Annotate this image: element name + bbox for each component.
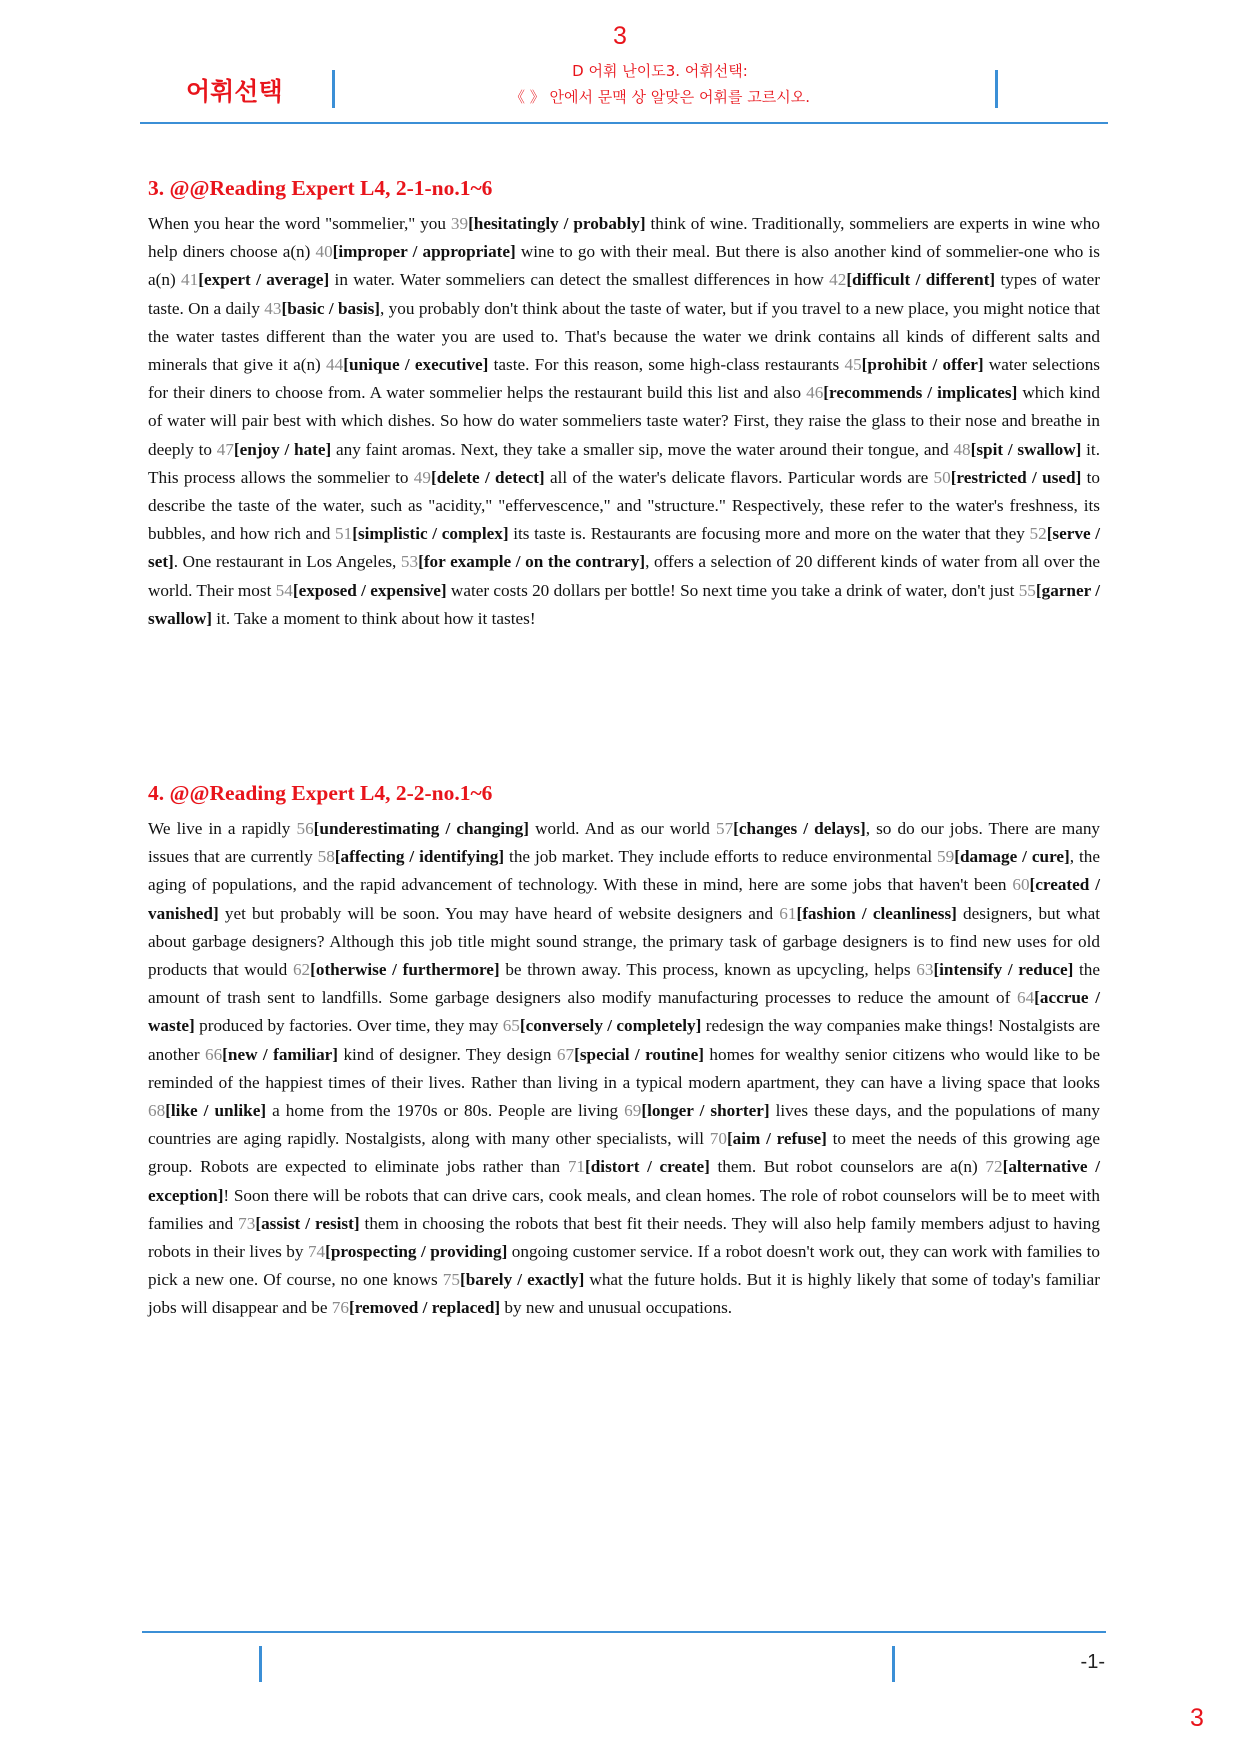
question-number: 49 [413, 467, 431, 487]
passage-segment: them in choosing the robots that best fit their needs. They will also help family members adjust to having robots in their lives by [148, 1213, 1100, 1262]
header-subtitle-line1: D 어휘 난이도3. 어휘선택: [572, 62, 748, 80]
passage-segment: kind of designer. They design [338, 1044, 557, 1064]
passage-text [148, 815, 1100, 1323]
section-3 [148, 176, 1100, 633]
question-number: 41 [181, 270, 199, 290]
passage-segment: produced by factories. Over time, they may [194, 1016, 503, 1036]
passage-segment: all of the water's delicate flavors. Particular words are [544, 467, 934, 487]
passage-segment: , the aging of populations, and the rapid advancement of technology. With these in mind, here are some jobs that haven't been [148, 847, 1100, 895]
vocab-choice: [new / familiar] [222, 1044, 339, 1064]
passage-segment: think of wine. Traditionally, sommeliers are experts in wine who help diners choose a(n) [148, 214, 1100, 262]
question-number: 60 [1012, 875, 1030, 895]
question-number: 73 [238, 1213, 256, 1233]
question-number: 47 [216, 439, 234, 459]
header-subtitle-line2: 《 》 안에서 문맥 상 알맞은 어휘를 고르시오. [510, 88, 810, 106]
footer-page-label: -1- [1080, 1651, 1105, 1673]
vocab-choice: [affecting / identifying] [334, 847, 505, 867]
vocab-choice: [recommends / implicates] [823, 383, 1018, 403]
passage-segment: world. And as our world [528, 819, 716, 838]
question-number: 66 [204, 1044, 223, 1064]
question-number: 39 [450, 214, 469, 233]
vocab-choice: [fashion / cleanliness] [796, 903, 957, 923]
section-title: 3. @@Reading Expert L4, 2-1-no.1~6 [148, 176, 493, 200]
passage-segment: be thrown away. This process, known as upcycling, helps [499, 960, 917, 980]
passage-segment: lives these days, and the populations of many countries are aging rapidly. Nostalgists, along with many other specialists, will [148, 1101, 1100, 1149]
vocab-choice: [longer / shorter] [641, 1101, 770, 1121]
question-number: 53 [400, 552, 419, 572]
passage-segment: which kind of water will pair best with which dishes. So how do water sommeliers taste water? First, they raise the glass to their nose and breathe in deeply to [148, 383, 1100, 459]
passage-segment: We live in a rapidly [148, 819, 297, 838]
question-number: 56 [296, 819, 314, 838]
page-header [140, 64, 1108, 124]
vocab-choice: [alternative / exception] [148, 1157, 1101, 1205]
vocab-choice: [improper / appropriate] [332, 242, 516, 262]
question-number: 61 [779, 903, 797, 923]
passage-text [148, 210, 1100, 633]
vocab-choice: [like / unlike] [165, 1101, 267, 1121]
question-number: 52 [1029, 524, 1047, 544]
section-title: 4. @@Reading Expert L4, 2-2-no.1~6 [148, 781, 493, 805]
passage-segment: ongoing customer service. If a robot doesn't work out, they can work with families to pick a new one. Of course, no one knows [148, 1242, 1100, 1290]
vocab-choice: [restricted / used] [950, 467, 1082, 487]
question-number: 44 [326, 355, 344, 375]
passage-segment: designers, but what about garbage designers? Although this job title might sound strange, the primary task of garbage designers is to find new uses for old products that would [148, 903, 1101, 980]
passage-segment: homes for wealthy senior citizens who would like to be reminded of the happiest times of their lives. Rather than living in a typical modern apartment, they can have a living space that looks [148, 1044, 1100, 1092]
passage-segment: taste. For this reason, some high-class restaurants [488, 355, 845, 375]
vocab-choice: [removed / replaced] [348, 1298, 501, 1318]
corner-number: 3 [1190, 1704, 1204, 1732]
footer-divider-right [892, 1646, 895, 1682]
question-number: 54 [275, 580, 293, 600]
vocab-choice: [basic / basis] [281, 298, 381, 318]
vocab-choice: [intensify / reduce] [933, 960, 1074, 980]
passage-segment: types of water taste. On a daily [148, 270, 1100, 318]
passage-segment: , so do our jobs. There are many issues that are currently [148, 819, 1101, 867]
vocab-choice: [prohibit / offer] [861, 355, 984, 375]
question-number: 58 [317, 847, 335, 867]
passage-segment: the job market. They include efforts to reduce environmental [504, 847, 938, 867]
vocab-choice: [garner / swallow] [148, 580, 1101, 628]
question-number: 68 [148, 1101, 166, 1121]
passage-segment: wine to go with their meal. But there is also another kind of sommelier-one who is a(n) [148, 242, 1100, 290]
vocab-choice: [changes / delays] [733, 819, 866, 838]
passage-segment: , you probably don't think about the taste of water, but if you travel to a new place, you might notice that the water tastes different than the water you are used to. That's because the water we drink contains all kinds of different salts and minerals that give it a(n) [148, 298, 1101, 375]
question-number: 55 [1018, 580, 1036, 600]
question-number: 50 [933, 467, 951, 487]
passage-segment: it. Take a moment to think about how it tastes! [211, 608, 536, 628]
footer-divider-left [259, 1646, 262, 1682]
vocab-choice: [enjoy / hate] [233, 439, 332, 459]
vocab-choice: [unique / executive] [343, 355, 489, 375]
vocab-choice: [expert / average] [198, 270, 330, 290]
vocab-choice: [accrue / waste] [148, 988, 1100, 1036]
question-number: 75 [442, 1270, 460, 1290]
header-title: 어휘선택 [186, 77, 283, 106]
vocab-choice: [spit / swallow] [970, 439, 1082, 459]
vocab-choice: [created / vanished] [148, 875, 1100, 923]
passage-segment: them. But robot counselors are a(n) [709, 1157, 986, 1177]
question-number: 46 [806, 383, 824, 403]
passage-segment: When you hear the word "sommelier," you [148, 214, 451, 233]
passage-segment: what the future holds. But it is highly likely that some of today's familiar jobs will disappear and be [148, 1270, 1100, 1318]
vocab-choice: [serve / set] [148, 524, 1101, 572]
section-4 [148, 781, 1100, 1323]
question-number: 40 [315, 242, 333, 262]
question-number: 74 [307, 1242, 326, 1262]
question-number: 69 [624, 1101, 642, 1121]
question-number: 76 [331, 1298, 349, 1318]
question-number: 70 [709, 1129, 727, 1149]
vocab-choice: [hesitatingly / probably] [468, 214, 646, 233]
question-number: 65 [502, 1016, 520, 1036]
question-number: 62 [292, 960, 311, 980]
page-top-number: 3 [613, 22, 627, 50]
vocab-choice: [exposed / expensive] [292, 580, 447, 600]
question-number: 67 [556, 1044, 575, 1064]
footer-rule [142, 1631, 1106, 1633]
question-number: 59 [937, 847, 955, 867]
passage-segment: it. This process allows the sommelier to [148, 439, 1100, 487]
passage-segment: . One restaurant in Los Angeles, [173, 552, 401, 572]
vocab-choice: [conversely / completely] [519, 1016, 702, 1036]
vocab-choice: [damage / cure] [954, 847, 1070, 867]
question-number: 64 [1016, 988, 1035, 1008]
passage-segment: redesign the way companies make things! Nostalgists are another [148, 1016, 1100, 1064]
question-number: 71 [567, 1157, 586, 1177]
passage-segment: water costs 20 dollars per bottle! So next time you take a drink of water, don't just [446, 580, 1019, 600]
passage-segment: to meet the needs of this growing age group. Robots are expected to eliminate jobs rather than [148, 1129, 1100, 1177]
vocab-choice: [difficult / different] [846, 270, 996, 290]
passage-segment: water selections for their diners to choose from. A water sommelier helps the restaurant build this list and also [148, 355, 1100, 403]
passage-segment: in water. Water sommeliers can detect the smallest differences in how [329, 270, 830, 290]
question-number: 45 [844, 355, 862, 375]
passage-segment: its taste is. Restaurants are focusing more and more on the water that they [508, 524, 1030, 544]
passage-segment: by new and unusual occupations. [500, 1298, 733, 1318]
question-number: 63 [916, 960, 934, 980]
vocab-choice: [barely / exactly] [459, 1270, 585, 1290]
question-number: 51 [335, 524, 353, 544]
question-number: 57 [715, 819, 734, 838]
passage-segment: ! Soon there will be robots that can drive cars, cook meals, and clean homes. The role of robot counselors will be to meet with families and [148, 1185, 1100, 1233]
vocab-choice: [simplistic / complex] [352, 524, 509, 544]
header-divider-right [995, 70, 998, 108]
vocab-choice: [distort / create] [585, 1157, 710, 1177]
vocab-choice: [assist / resist] [255, 1213, 360, 1233]
vocab-choice: [delete / detect] [430, 467, 545, 487]
vocab-choice: [underestimating / changing] [313, 819, 529, 838]
question-number: 42 [829, 270, 847, 290]
question-number: 72 [985, 1157, 1003, 1177]
question-number: 48 [953, 439, 971, 459]
passage-segment: any faint aromas. Next, they take a smaller sip, move the water around their tongue, and [331, 439, 954, 459]
passage-segment: a home from the 1970s or 80s. People are living [266, 1101, 625, 1121]
vocab-choice: [special / routine] [574, 1044, 704, 1064]
passage-segment: the amount of trash sent to landfills. Some garbage designers also modify manufacturing processes to reduce the amount of [148, 960, 1101, 1008]
header-rule [140, 122, 1108, 124]
passage-segment: yet but probably will be soon. You may have heard of website designers and [218, 903, 780, 923]
vocab-choice: [otherwise / furthermore] [310, 960, 500, 980]
vocab-choice: [aim / refuse] [726, 1129, 827, 1149]
vocab-choice: [prospecting / providing] [325, 1242, 508, 1262]
passage-segment: to describe the taste of the water, such as "acidity," "effervescence," and "structure." Respectively, these refer to the water's freshness, its bubbles, and how rich and [148, 467, 1100, 544]
question-number: 43 [264, 298, 282, 318]
passage-segment: , offers a selection of 20 different kinds of water from all over the world. Their most [148, 552, 1100, 600]
vocab-choice: [for example / on the contrary] [418, 552, 646, 572]
